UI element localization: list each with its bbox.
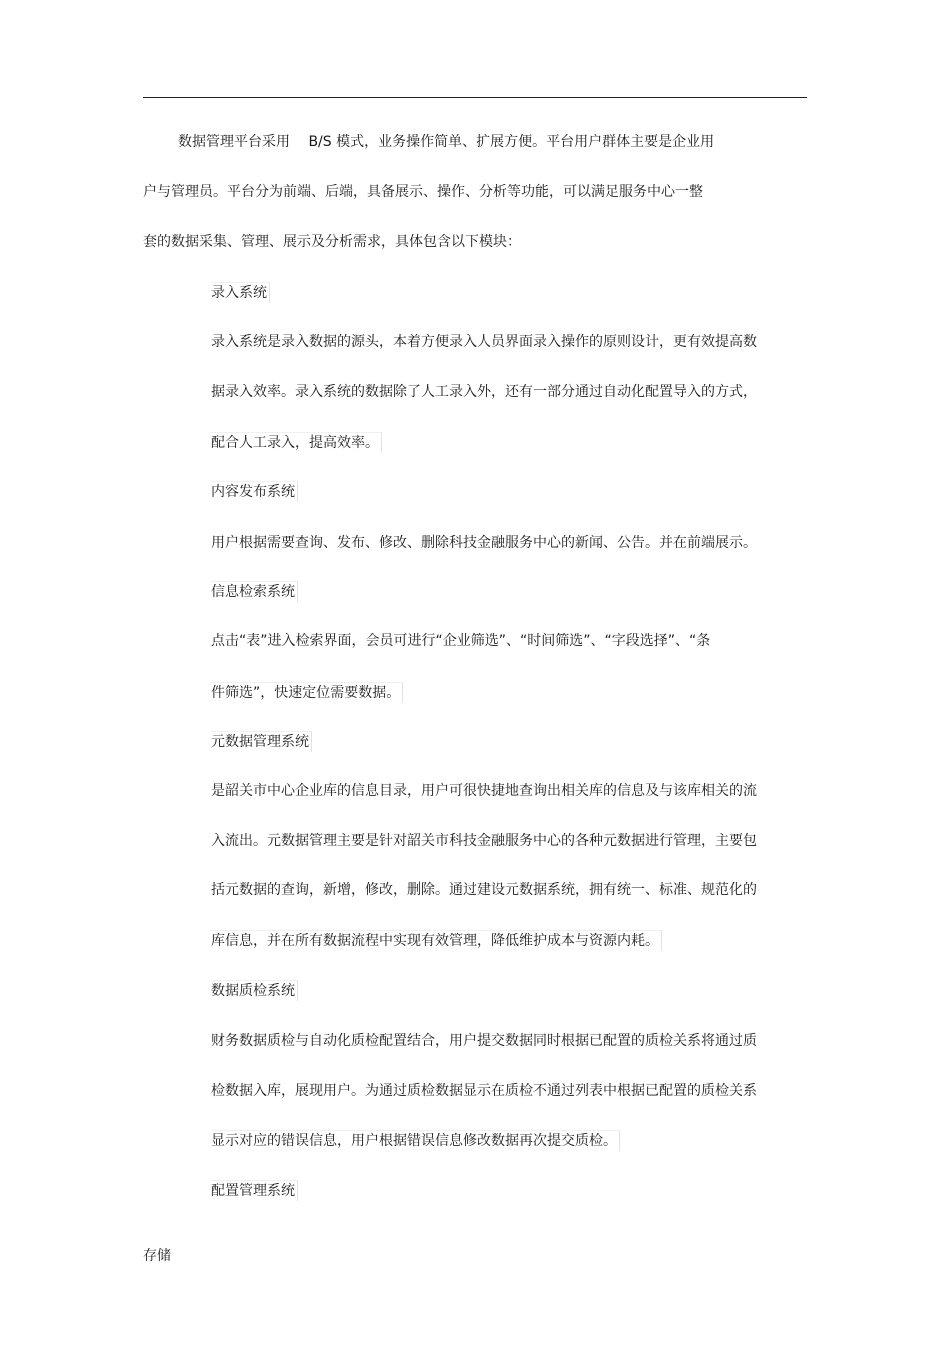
section-title-metadata: 元数据管理系统 [211,731,312,752]
intro-line-1: 数据管理平台采用 B/S 模式，业务操作简单、扩展方便。平台用户群体主要是企业用 [178,134,715,150]
page-footer: 存储 [143,1248,171,1264]
section-title-quality: 数据质检系统 [211,980,298,1001]
section-text: 显示对应的错误信息，用户根据错误信息修改数据再次提交质检。 [211,1130,620,1151]
section-text: 件筛选”，快速定位需要数据。 [211,682,403,703]
section-text: 用户根据需要查询、发布、修改、删除科技金融服务中心的新闻、公告。并在前端展示。 [211,535,757,551]
section-title-config: 配置管理系统 [211,1180,298,1201]
section-text: 据录入效率。录入系统的数据除了人工录入外，还有一部分通过自动化配置导入的方式， [211,384,757,400]
header-rule [143,97,807,98]
intro-line-3: 套的数据采集、管理、展示及分析需求，具体包含以下模块： [143,234,521,250]
section-title-search: 信息检索系统 [211,581,298,602]
section-title-entry: 录入系统 [211,282,270,303]
section-text: 配合人工录入，提高效率。 [211,432,382,453]
section-text: 财务数据质检与自动化质检配置结合，用户提交数据同时根据已配置的质检关系将通过质 [211,1033,757,1049]
section-text: 库信息，并在所有数据流程中实现有效管理，降低维护成本与资源内耗。 [211,930,662,951]
section-text: 入流出。元数据管理主要是针对韶关市科技金融服务中心的各种元数据进行管理，主要包 [211,833,757,849]
section-text: 检数据入库，展现用户。为通过质检数据显示在质检不通过列表中根据已配置的质检关系 [211,1083,757,1099]
section-title-publish: 内容发布系统 [211,481,298,502]
section-text: 是韶关市中心企业库的信息目录，用户可很快捷地查询出相关库的信息及与该库相关的流 [211,783,757,799]
section-text: 点击“表”进入检索界面，会员可进行“企业筛选”、“时间筛选”、“字段选择”、“条 [211,633,711,649]
intro-line-2: 户与管理员。平台分为前端、后端，具备展示、操作、分析等功能，可以满足服务中心一整 [143,184,703,200]
section-text: 括元数据的查询，新增，修改，删除。通过建设元数据系统，拥有统一、标准、规范化的 [211,882,757,898]
section-text: 录入系统是录入数据的源头，本着方便录入人员界面录入操作的原则设计，更有效提高数 [211,334,757,350]
